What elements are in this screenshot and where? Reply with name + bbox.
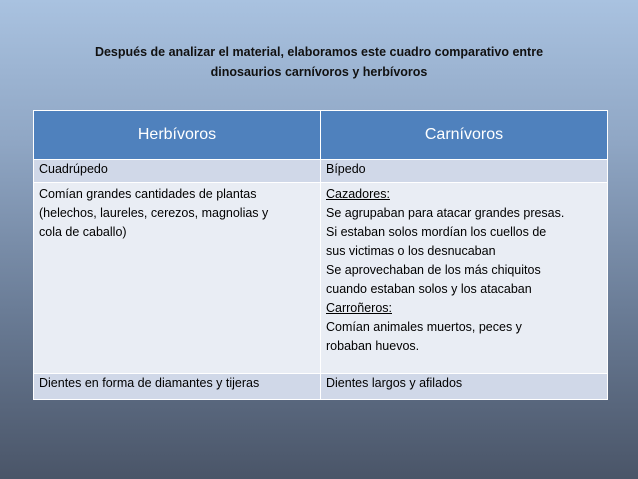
comparison-table bbox=[33, 110, 608, 400]
slide-title bbox=[0, 42, 638, 82]
diet-line: Se agrupaban para atacar grandes presas. bbox=[326, 206, 565, 220]
diet-line: cola de caballo) bbox=[39, 225, 127, 239]
cell-carnivoros-teeth: Dientes largos y afilados bbox=[321, 374, 608, 400]
diet-line: Se aprovechaban de los más chiquitos bbox=[326, 263, 541, 277]
header-carnivoros: Carnívoros bbox=[321, 111, 608, 160]
diet-line: sus victimas o los desnucaban bbox=[326, 244, 496, 258]
diet-line: Comían animales muertos, peces y bbox=[326, 320, 522, 334]
cell-herbivoros-diet bbox=[34, 183, 321, 374]
diet-line: Si estaban solos mordían los cuellos de bbox=[326, 225, 547, 239]
table-row bbox=[34, 183, 608, 374]
carroneros-heading: Carroñeros: bbox=[326, 301, 392, 315]
diet-line: Comían grandes cantidades de plantas bbox=[39, 187, 257, 201]
cell-herbivoros-locomotion: Cuadrúpedo bbox=[34, 160, 321, 183]
cell-carnivoros-locomotion: Bípedo bbox=[321, 160, 608, 183]
diet-line: robaban huevos. bbox=[326, 339, 420, 353]
diet-line: (helechos, laureles, cerezos, magnolias y bbox=[39, 206, 269, 220]
title-line-2: dinosaurios carnívoros y herbívoros bbox=[210, 65, 428, 79]
table-row bbox=[34, 160, 608, 183]
cell-herbivoros-teeth: Dientes en forma de diamantes y tijeras bbox=[34, 374, 321, 400]
diet-line: cuando estaban solos y los atacaban bbox=[326, 282, 532, 296]
header-herbivoros: Herbívoros bbox=[34, 111, 321, 160]
header-row bbox=[34, 111, 608, 160]
table-row bbox=[34, 374, 608, 400]
title-line-1: Después de analizar el material, elaboramos este cuadro comparativo entre bbox=[94, 45, 544, 59]
cell-carnivoros-diet bbox=[321, 183, 608, 374]
cazadores-heading: Cazadores: bbox=[326, 187, 390, 201]
